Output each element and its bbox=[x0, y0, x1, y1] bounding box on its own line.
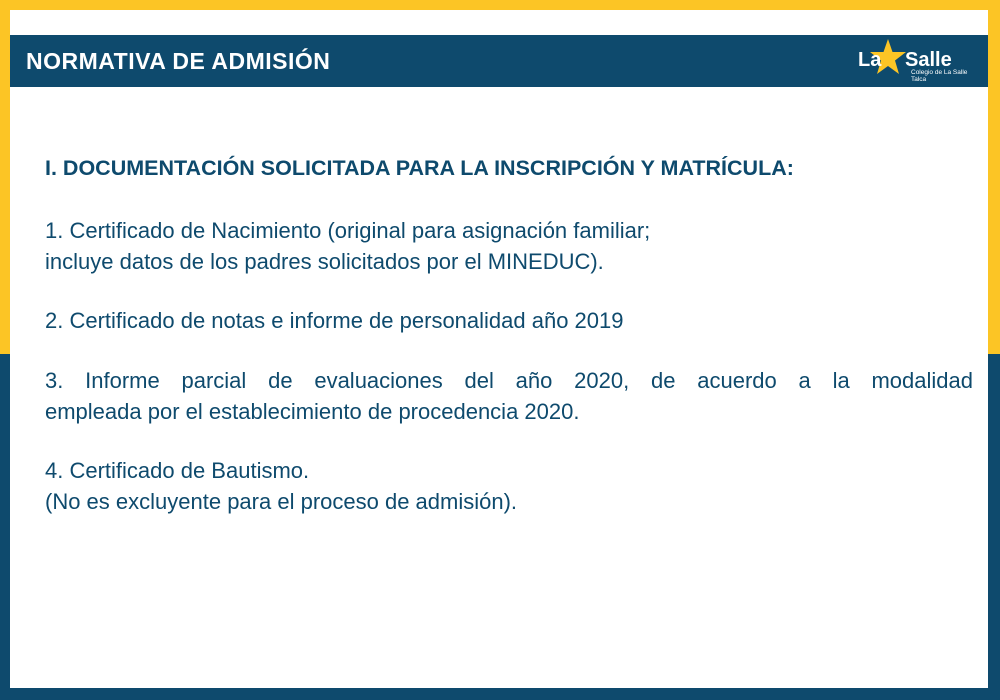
list-item-line: 3. Informe parcial de evaluaciones del año 2020, de acuerdo a la modalidad bbox=[45, 368, 973, 393]
logo-word-salle: Salle bbox=[905, 49, 952, 71]
list-item bbox=[45, 455, 973, 517]
list-item-line: 1. Certificado de Nacimiento (original para asignación familiar; bbox=[45, 218, 651, 243]
list-item-line: 4. Certificado de Bautismo. bbox=[45, 458, 310, 483]
list-item-line: incluye datos de los padres solicitados por el MINEDUC). bbox=[45, 249, 604, 274]
list-item bbox=[45, 365, 973, 427]
logo-word-la: La bbox=[858, 49, 882, 71]
la-salle-logo bbox=[855, 37, 980, 85]
content-card bbox=[10, 10, 988, 688]
section-heading: I. DOCUMENTACIÓN SOLICITADA PARA LA INSCRIPCIÓN Y MATRÍCULA: bbox=[45, 156, 794, 180]
page-title: NORMATIVA DE ADMISIÓN bbox=[26, 48, 331, 74]
list-item bbox=[45, 215, 973, 277]
logo-subtitle-line2: Talca bbox=[911, 76, 927, 83]
logo-subtitle-line1: Colegio de La Salle bbox=[911, 69, 968, 76]
list-item-line: (No es excluyente para el proceso de admisión). bbox=[45, 489, 518, 514]
header-bar bbox=[10, 35, 988, 87]
list-item-line: empleada por el establecimiento de procedencia 2020. bbox=[45, 399, 580, 424]
list-item-line: 2. Certificado de notas e informe de personalidad año 2019 bbox=[45, 308, 624, 333]
list-item bbox=[45, 305, 973, 336]
